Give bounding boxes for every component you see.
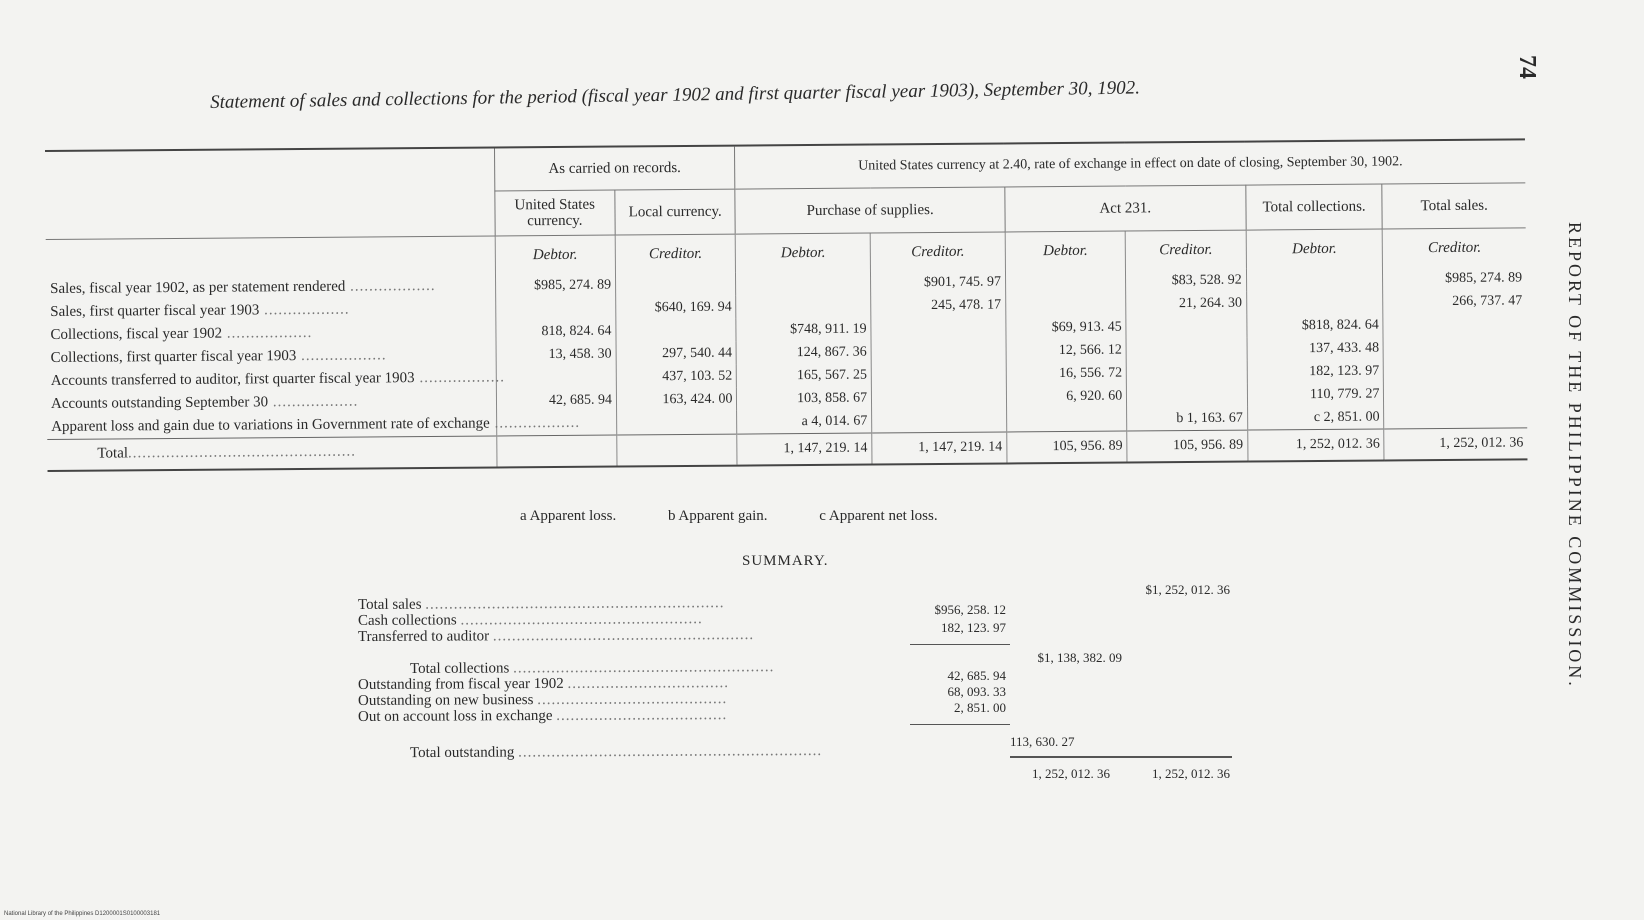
header-local-currency: Local currency. xyxy=(615,189,736,235)
total-cell: 105, 956. 89 xyxy=(1127,430,1248,462)
row-label: Collections, fiscal year 1902 .................. xyxy=(50,324,313,343)
footnote: c Apparent net loss. xyxy=(819,508,938,524)
summary-cash-label: Cash collections ................................................... xyxy=(357,611,703,629)
header-total-collections: Total collections. xyxy=(1246,184,1383,230)
total-cell: 1, 147, 219. 14 xyxy=(737,433,872,466)
table-cell xyxy=(1383,335,1526,359)
table-cell xyxy=(1384,358,1527,382)
total-cell: 1, 252, 012. 36 xyxy=(1247,429,1384,462)
total-cell: 1, 147, 219. 14 xyxy=(872,432,1007,465)
table-cell: 103, 858. 67 xyxy=(737,387,872,411)
table-cell: $985, 274. 89 xyxy=(495,274,616,298)
table-cell xyxy=(736,272,871,296)
table-cell: 21, 264. 30 xyxy=(1126,292,1247,316)
table-cell xyxy=(1006,293,1127,317)
table-cell xyxy=(1384,381,1527,405)
total-label: Total................................................ xyxy=(47,436,496,471)
table-cell: 297, 540. 44 xyxy=(616,342,737,366)
table-cell: 42, 685. 94 xyxy=(496,389,617,413)
header-act: Act 231. xyxy=(1005,185,1246,232)
table-cell: 182, 123. 97 xyxy=(1247,359,1384,383)
sub-debtor: Debtor. xyxy=(1246,229,1383,269)
summary-cash-value: $956, 258. 12 xyxy=(934,602,1006,617)
footnotes xyxy=(520,508,986,525)
summary-outstanding-1902-value: 42, 685. 94 xyxy=(947,668,1006,683)
row-label: Accounts transferred to auditor, first quarter fiscal year 1903 .................. xyxy=(50,369,505,389)
sub-blank xyxy=(46,236,495,278)
summary-outstanding-1902-label: Outstanding from fiscal year 1902 .................................. xyxy=(357,675,730,693)
summary-rule xyxy=(910,724,1010,725)
table-cell: 12, 566. 12 xyxy=(1006,339,1127,363)
table-cell: $985, 274. 89 xyxy=(1383,266,1526,290)
archive-credit: National Library of the Philippines D1200001S0100003181 xyxy=(4,911,161,917)
page-number: 74 xyxy=(1514,55,1540,79)
statement-table-wrap xyxy=(45,138,1527,472)
sub-debtor: Debtor. xyxy=(736,233,871,273)
table-cell xyxy=(615,273,736,297)
table-cell xyxy=(1126,315,1247,339)
statement-title: Statement of sales and collections for the period (fiscal year 1902 and first quarter fiscal year 1903), September 30, 1902. xyxy=(210,77,1141,113)
table-cell: 13, 458. 30 xyxy=(496,343,617,367)
sub-debtor: Debtor. xyxy=(495,235,616,274)
summary-total-outstanding-label: Total outstanding ................................................................ xyxy=(409,742,823,762)
summary-rule xyxy=(910,644,1010,645)
table-cell: $818, 824. 64 xyxy=(1247,313,1384,337)
table-cell: 163, 424. 00 xyxy=(616,388,737,412)
row-label: Collections, first quarter fiscal year 1903 .................. xyxy=(50,346,387,366)
table-cell: 124, 867. 36 xyxy=(736,341,871,365)
summary-total-sales-value: $1, 252, 012. 36 xyxy=(1145,582,1230,597)
row-label: Sales, fiscal year 1902, as per statement rendered .................. xyxy=(50,277,436,297)
table-cell: $69, 913. 45 xyxy=(1006,316,1127,340)
sub-creditor: Creditor. xyxy=(1383,228,1526,268)
table-cell xyxy=(1384,404,1527,429)
summary-total-collections-value: $1, 138, 382. 09 xyxy=(1037,650,1122,665)
summary-outstanding-new-value: 68, 093. 33 xyxy=(947,684,1006,699)
table-cell: 165, 567. 25 xyxy=(737,364,872,388)
row-label: Sales, first quarter fiscal year 1903 .................. xyxy=(50,301,350,320)
table-cell xyxy=(1246,290,1383,314)
sub-creditor: Creditor. xyxy=(870,232,1005,272)
header-total-sales: Total sales. xyxy=(1382,183,1525,229)
running-head: REPORT OF THE PHILIPPINE COMMISSION. xyxy=(1565,222,1585,689)
table-cell: $748, 911. 19 xyxy=(736,318,871,342)
header-records: As carried on records. xyxy=(494,146,735,191)
summary-transferred-value: 182, 123. 97 xyxy=(941,620,1006,635)
footnote: b Apparent gain. xyxy=(667,508,768,524)
header-purchase: Purchase of supplies. xyxy=(735,187,1005,234)
table-cell: b 1, 163. 67 xyxy=(1127,407,1248,431)
summary-title: SUMMARY. xyxy=(742,553,829,569)
summary-loss-value: 2, 851. 00 xyxy=(954,700,1006,715)
total-cell: 1, 252, 012. 36 xyxy=(1384,428,1527,461)
table-cell xyxy=(1126,338,1247,362)
total-cell: 105, 956. 89 xyxy=(1007,431,1128,463)
table-cell xyxy=(736,295,871,319)
table-cell xyxy=(871,339,1006,363)
summary-rule xyxy=(1010,756,1232,758)
table-cell: 266, 737. 47 xyxy=(1383,289,1526,313)
table-cell: c 2, 851. 00 xyxy=(1247,405,1384,430)
table-cell xyxy=(1005,270,1126,294)
table-cell xyxy=(871,362,1006,386)
total-cell xyxy=(617,434,738,466)
row-label: Accounts outstanding September 30 .................. xyxy=(50,393,359,412)
table-cell: a 4, 014. 67 xyxy=(737,410,872,435)
table-cell xyxy=(1006,408,1127,432)
summary-grand-right: 1, 252, 012. 36 xyxy=(1152,766,1230,781)
summary-outstanding-new-label: Outstanding on new business ........................................ xyxy=(357,691,728,709)
table-cell: 818, 824. 64 xyxy=(495,320,616,344)
table-cell: 437, 103. 52 xyxy=(616,365,737,389)
table-cell xyxy=(872,408,1007,433)
summary-grand-left: 1, 252, 012. 36 xyxy=(1032,766,1110,781)
sub-creditor: Creditor. xyxy=(615,234,736,273)
summary-transferred-label: Transferred to auditor ....................................................... xyxy=(357,626,755,646)
table-cell xyxy=(616,319,737,343)
sub-creditor: Creditor. xyxy=(1125,230,1246,269)
statement-table xyxy=(45,138,1527,472)
summary-total-sales-label: Total sales ............................................................... xyxy=(357,595,725,613)
table-cell: $640, 169. 94 xyxy=(616,296,737,320)
table-cell: $83, 528. 92 xyxy=(1126,269,1247,293)
summary-total-collections-label: Total collections ....................................................... xyxy=(409,659,775,677)
table-cell xyxy=(1126,361,1247,385)
footnote: a Apparent loss. xyxy=(520,508,617,524)
table-cell xyxy=(872,385,1007,409)
table-cell xyxy=(871,316,1006,340)
summary-loss-label: Out on account loss in exchange .................................... xyxy=(357,707,728,725)
header-currency: United States currency at 2.40, rate of exchange in effect on date of closing, September 30, 1902. xyxy=(735,139,1525,189)
table-cell: 110, 779. 27 xyxy=(1247,382,1384,406)
table-cell: 6, 920. 60 xyxy=(1006,385,1127,409)
table-cell: 137, 433. 48 xyxy=(1247,336,1384,360)
summary-total-outstanding-value: 113, 630. 27 xyxy=(1010,734,1075,749)
row-label: Apparent loss and gain due to variations in Government rate of exchange .................. xyxy=(51,414,581,435)
table-cell xyxy=(617,411,738,435)
table-cell xyxy=(496,366,617,390)
header-us-currency: United States currency. xyxy=(494,190,615,236)
table-cell: 245, 478. 17 xyxy=(871,293,1006,317)
table-cell: $901, 745. 97 xyxy=(871,270,1006,294)
table-cell xyxy=(495,297,616,321)
sub-debtor: Debtor. xyxy=(1005,231,1126,270)
table-cell: 16, 556. 72 xyxy=(1006,362,1127,386)
header-blank xyxy=(45,147,495,239)
table-cell xyxy=(1383,312,1526,336)
table-cell xyxy=(1246,267,1383,291)
total-cell xyxy=(496,435,617,467)
table-body xyxy=(46,266,1527,439)
table-cell xyxy=(1127,384,1248,408)
